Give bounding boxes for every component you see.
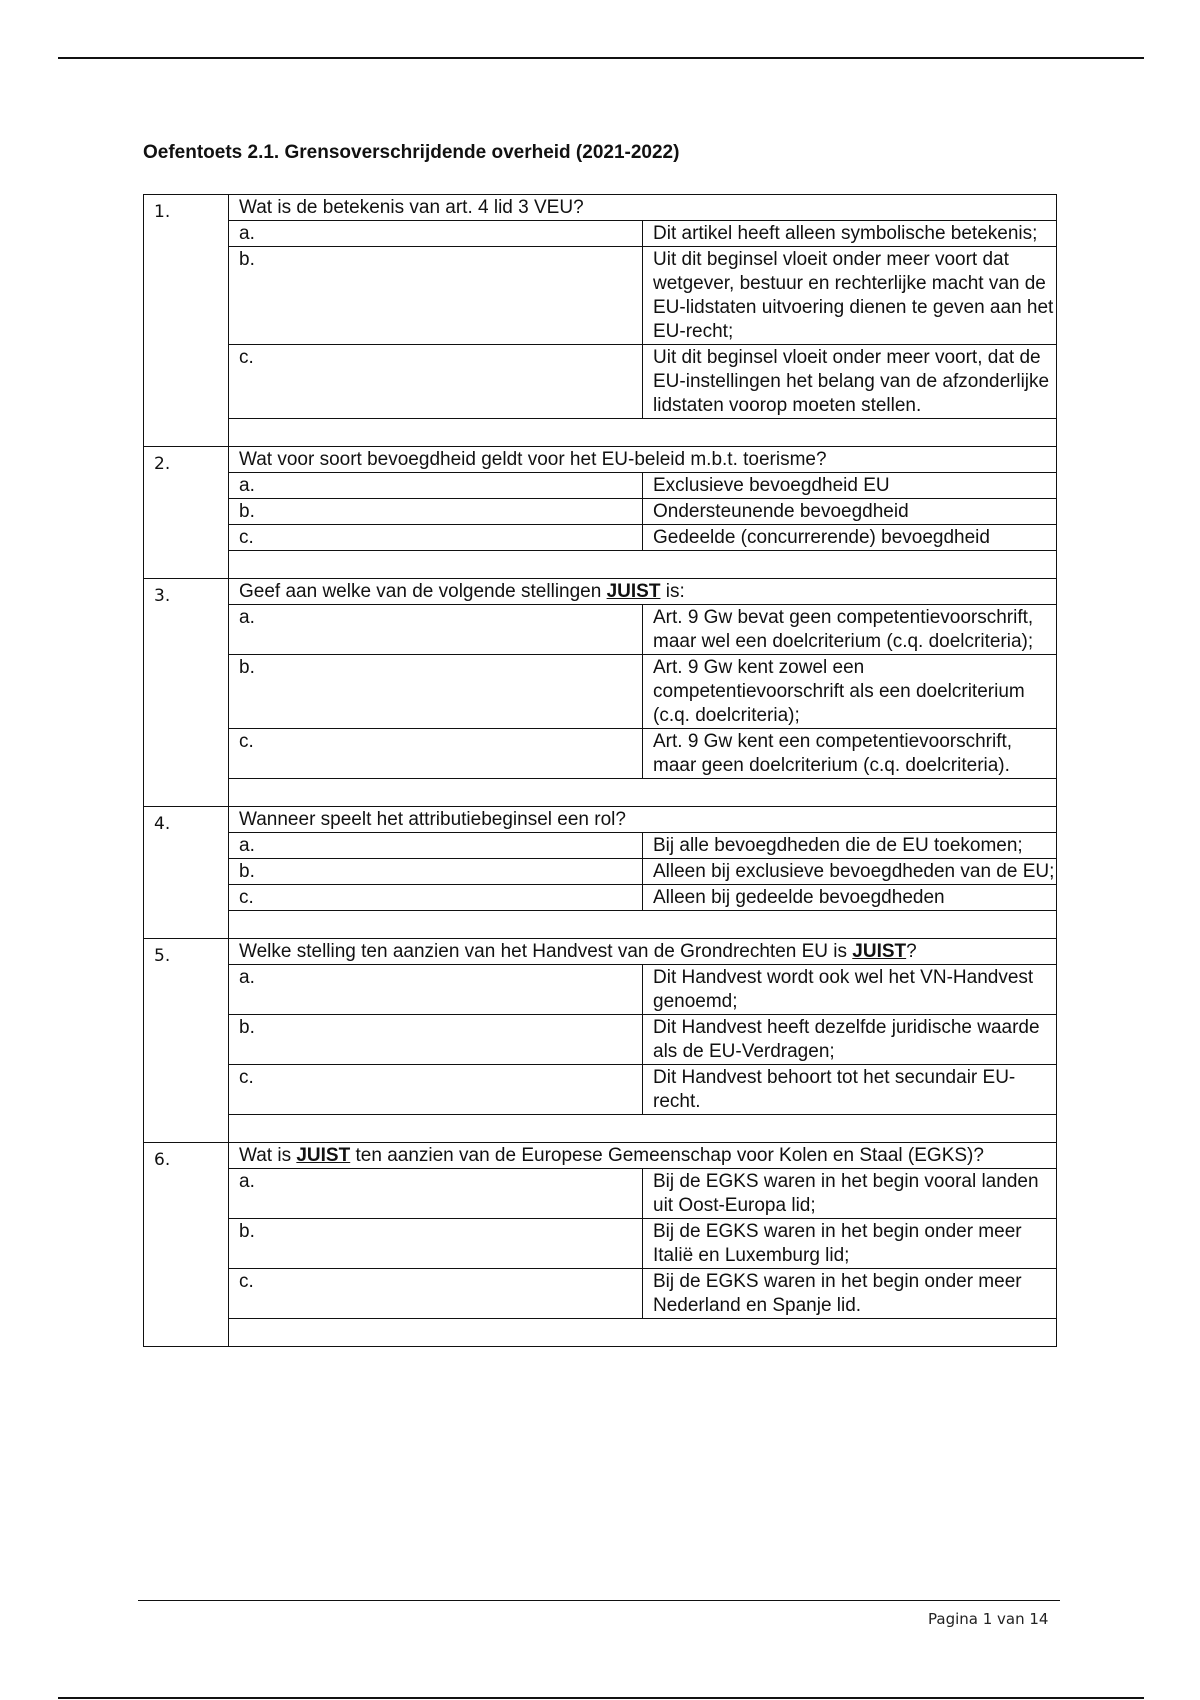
- question-number-cell: [144, 447, 229, 579]
- answer-option: [229, 965, 1056, 1015]
- option-letter: a.: [229, 833, 643, 859]
- question-text: Wat voor soort bevoegdheid geldt voor het EU-beleid m.b.t. toerisme?: [229, 447, 1056, 473]
- question-row: [144, 807, 1057, 939]
- option-letter: c.: [229, 345, 643, 419]
- question-text-end: is:: [660, 581, 685, 602]
- answer-option: [229, 885, 1056, 911]
- question-body-cell: [229, 939, 1057, 1143]
- question-options-table: [229, 447, 1056, 578]
- empty-answer-row: [229, 779, 1056, 807]
- answer-option: [229, 1269, 1056, 1319]
- option-letter: b.: [229, 1015, 643, 1065]
- answer-option: [229, 1015, 1056, 1065]
- empty-answer-row: [229, 911, 1056, 939]
- option-text: Dit Handvest behoort tot het secundair EU-recht.: [643, 1065, 1057, 1115]
- option-letter: b.: [229, 859, 643, 885]
- question-text-end: ten aanzien van de Europese Gemeenschap voor Kolen en Staal (EGKS)?: [350, 1145, 984, 1166]
- question-number-cell: [144, 939, 229, 1143]
- option-text: Dit Handvest wordt ook wel het VN-Handvest genoemd;: [643, 965, 1057, 1015]
- question-number-cell: [144, 579, 229, 807]
- question-text: [229, 1143, 1056, 1169]
- question-number: 6.: [154, 1150, 171, 1170]
- bottom-rule: [58, 1697, 1144, 1699]
- option-text: Uit dit beginsel vloeit onder meer voort, dat de EU-instellingen het belang van de afzonderlijke lidstaten voorop moeten stellen.: [643, 345, 1057, 419]
- option-letter: c.: [229, 885, 643, 911]
- answer-option: [229, 729, 1056, 779]
- option-text: Exclusieve bevoegdheid EU: [643, 473, 1057, 499]
- question-number-cell: [144, 1143, 229, 1347]
- question-number: 2.: [154, 454, 171, 474]
- question-number: 1.: [154, 202, 171, 222]
- option-text: Gedeelde (concurrerende) bevoegdheid: [643, 525, 1057, 551]
- question-number-cell: [144, 807, 229, 939]
- answer-option: [229, 499, 1056, 525]
- question-row: [144, 579, 1057, 807]
- question-options-table: [229, 579, 1056, 806]
- question-body-cell: [229, 1143, 1057, 1347]
- option-letter: c.: [229, 1269, 643, 1319]
- option-letter: a.: [229, 221, 643, 247]
- question-body-cell: [229, 195, 1057, 447]
- answer-option: [229, 221, 1056, 247]
- question-row: [144, 939, 1057, 1143]
- answer-option: [229, 473, 1056, 499]
- question-emphasis: JUIST: [606, 581, 661, 602]
- question-body-cell: [229, 807, 1057, 939]
- question-emphasis: JUIST: [296, 1145, 351, 1166]
- question-body-cell: [229, 447, 1057, 579]
- answer-option: [229, 1065, 1056, 1115]
- option-letter: a.: [229, 965, 643, 1015]
- option-text: Art. 9 Gw kent zowel een competentievoorschrift als een doelcriterium (c.q. doelcriteria);: [643, 655, 1057, 729]
- header-rule: [58, 57, 1144, 59]
- question-text-end: ?: [906, 941, 917, 962]
- option-text: Bij de EGKS waren in het begin onder meer Italië en Luxemburg lid;: [643, 1219, 1057, 1269]
- question-row: [144, 1143, 1057, 1347]
- question-number: 5.: [154, 946, 171, 966]
- option-letter: b.: [229, 655, 643, 729]
- empty-answer-row: [229, 419, 1056, 447]
- option-letter: c.: [229, 525, 643, 551]
- answer-option: [229, 833, 1056, 859]
- option-text: Alleen bij exclusieve bevoegdheden van de EU;: [643, 859, 1057, 885]
- option-letter: b.: [229, 1219, 643, 1269]
- question-options-table: [229, 1143, 1056, 1346]
- question-text-start: Welke stelling ten aanzien van het Handvest van de Grondrechten EU is: [239, 941, 853, 962]
- option-letter: a.: [229, 605, 643, 655]
- answer-option: [229, 605, 1056, 655]
- answer-option: [229, 525, 1056, 551]
- option-letter: a.: [229, 1169, 643, 1219]
- question-text: [229, 939, 1056, 965]
- question-number: 3.: [154, 586, 171, 606]
- option-text: Uit dit beginsel vloeit onder meer voort dat wetgever, bestuur en rechterlijke macht van de EU-lidstaten uitvoering dienen te geven aan het EU-recht;: [643, 247, 1057, 345]
- footer-rule: [138, 1600, 1060, 1601]
- answer-option: [229, 655, 1056, 729]
- option-letter: c.: [229, 1065, 643, 1115]
- empty-answer-row: [229, 1319, 1056, 1347]
- answer-option: [229, 1169, 1056, 1219]
- question-row: [144, 447, 1057, 579]
- question-number: 4.: [154, 814, 171, 834]
- option-text: Ondersteunende bevoegdheid: [643, 499, 1057, 525]
- answer-option: [229, 1219, 1056, 1269]
- question-text: [229, 579, 1056, 605]
- question-options-table: [229, 939, 1056, 1142]
- option-text: Bij de EGKS waren in het begin onder meer Nederland en Spanje lid.: [643, 1269, 1057, 1319]
- option-letter: a.: [229, 473, 643, 499]
- question-options-table: [229, 195, 1056, 446]
- question-emphasis: JUIST: [852, 941, 907, 962]
- question-text: Wanneer speelt het attributiebeginsel een rol?: [229, 807, 1056, 833]
- answer-option: [229, 345, 1056, 419]
- option-letter: c.: [229, 729, 643, 779]
- option-letter: b.: [229, 247, 643, 345]
- question-options-table: [229, 807, 1056, 938]
- option-letter: b.: [229, 499, 643, 525]
- option-text: Bij alle bevoegdheden die de EU toekomen;: [643, 833, 1057, 859]
- answer-option: [229, 247, 1056, 345]
- question-text-start: Geef aan welke van de volgende stellingen: [239, 581, 607, 602]
- option-text: Art. 9 Gw bevat geen competentievoorschrift, maar wel een doelcriterium (c.q. doelcriteria);: [643, 605, 1057, 655]
- question-text-start: Wat is: [239, 1145, 297, 1166]
- question-body-cell: [229, 579, 1057, 807]
- option-text: Dit Handvest heeft dezelfde juridische waarde als de EU-Verdragen;: [643, 1015, 1057, 1065]
- option-text: Bij de EGKS waren in het begin vooral landen uit Oost-Europa lid;: [643, 1169, 1057, 1219]
- option-text: Dit artikel heeft alleen symbolische betekenis;: [643, 221, 1057, 247]
- question-text: Wat is de betekenis van art. 4 lid 3 VEU?: [229, 195, 1056, 221]
- empty-answer-row: [229, 1115, 1056, 1143]
- document-title: Oefentoets 2.1. Grensoverschrijdende overheid (2021-2022): [143, 142, 680, 163]
- question-row: [144, 195, 1057, 447]
- empty-answer-row: [229, 551, 1056, 579]
- answer-option: [229, 859, 1056, 885]
- quiz-table: [143, 194, 1057, 1347]
- page-number: Pagina 1 van 14: [928, 1610, 1049, 1628]
- option-text: Alleen bij gedeelde bevoegdheden: [643, 885, 1057, 911]
- option-text: Art. 9 Gw kent een competentievoorschrift, maar geen doelcriterium (c.q. doelcriteria).: [643, 729, 1057, 779]
- question-number-cell: [144, 195, 229, 447]
